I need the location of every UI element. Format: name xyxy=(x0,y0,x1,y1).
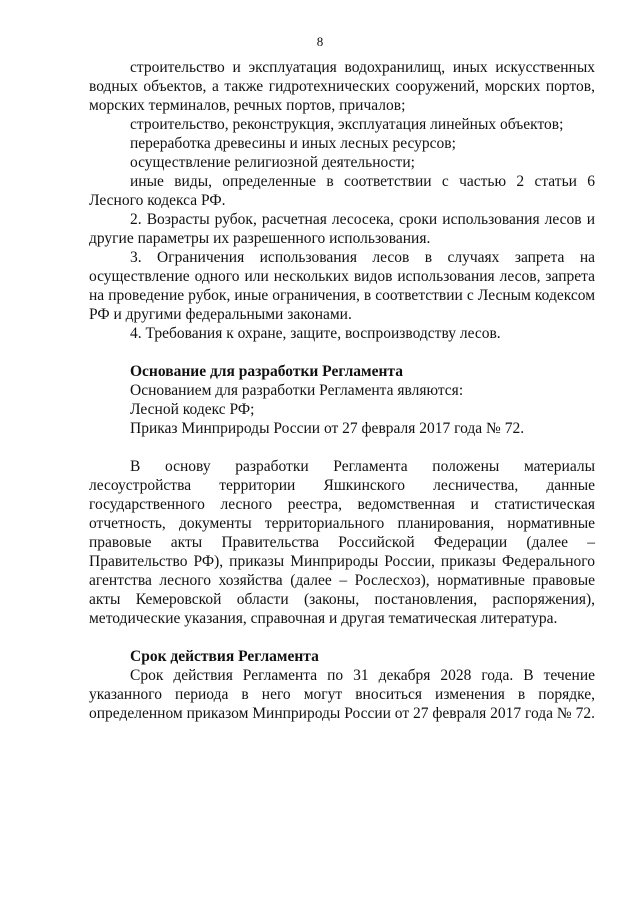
spacer xyxy=(89,343,595,362)
paragraph-item-4: 4. Требования к охране, защите, воспроизводству лесов. xyxy=(130,325,501,342)
section-heading-term: Срок действия Регламента xyxy=(130,648,319,665)
paragraph-term: Срок действия Регламента по 31 декабря 2028 года. В течение указанного периода в него могут вноситься изменения в порядке, определенном приказом Минприроды России от 27 февраля 2017 года № 72. xyxy=(89,667,595,722)
spacer xyxy=(89,628,595,647)
paragraph-item-2: 2. Возрасты рубок, расчетная лесосека, сроки использования лесов и другие параметры их разрешенного использования. xyxy=(89,211,595,247)
basis-line-2: Лесной кодекс РФ; xyxy=(130,401,255,418)
section-heading-basis: Основание для разработки Регламента xyxy=(130,363,403,380)
page-content xyxy=(89,58,595,723)
basis-line-3: Приказ Минприроды России от 27 февраля 2017 года № 72. xyxy=(130,420,525,437)
page-number: 8 xyxy=(316,34,324,49)
paragraph-materials: В основу разработки Регламента положены материалы лесоустройства территории Яшкинского лесничества, данные государственного лесного реестра, ведомственная и статистическая отчетность, документы территориального планирования, нормативные правовые акты Правительства Российской Федерации (далее – Правительство РФ), приказы Минприроды России, приказы Федерального агентства лесного хозяйства (далее – Рослесхоз), нормативные правовые акты Кемеровской области (законы, постановления, распоряжения), методические указания, справочная и другая тематическая литература. xyxy=(89,458,595,627)
paragraph-wood-processing: переработка древесины и иных лесных ресурсов; xyxy=(130,135,456,152)
paragraph-linear-objects: строительство, реконструкция, эксплуатация линейных объектов; xyxy=(130,116,564,133)
paragraph-reservoirs: строительство и эксплуатация водохранилищ, иных искусственных водных объектов, а также гидротехнических сооружений, морских портов, морских терминалов, речных портов, причалов; xyxy=(89,59,595,114)
spacer xyxy=(89,438,595,457)
paragraph-item-3: 3. Ограничения использования лесов в случаях запрета на осуществление одного или нескольких видов использования лесов, запрета на проведение рубок, иные ограничения, в соответствии с Лесным кодексом РФ и другими федеральными законами. xyxy=(89,249,595,323)
paragraph-other-types: иные виды, определенные в соответствии с частью 2 статьи 6 Лесного кодекса РФ. xyxy=(89,173,595,209)
paragraph-religious-activity: осуществление религиозной деятельности; xyxy=(130,154,415,171)
basis-line-1: Основанием для разработки Регламента являются: xyxy=(130,382,464,399)
